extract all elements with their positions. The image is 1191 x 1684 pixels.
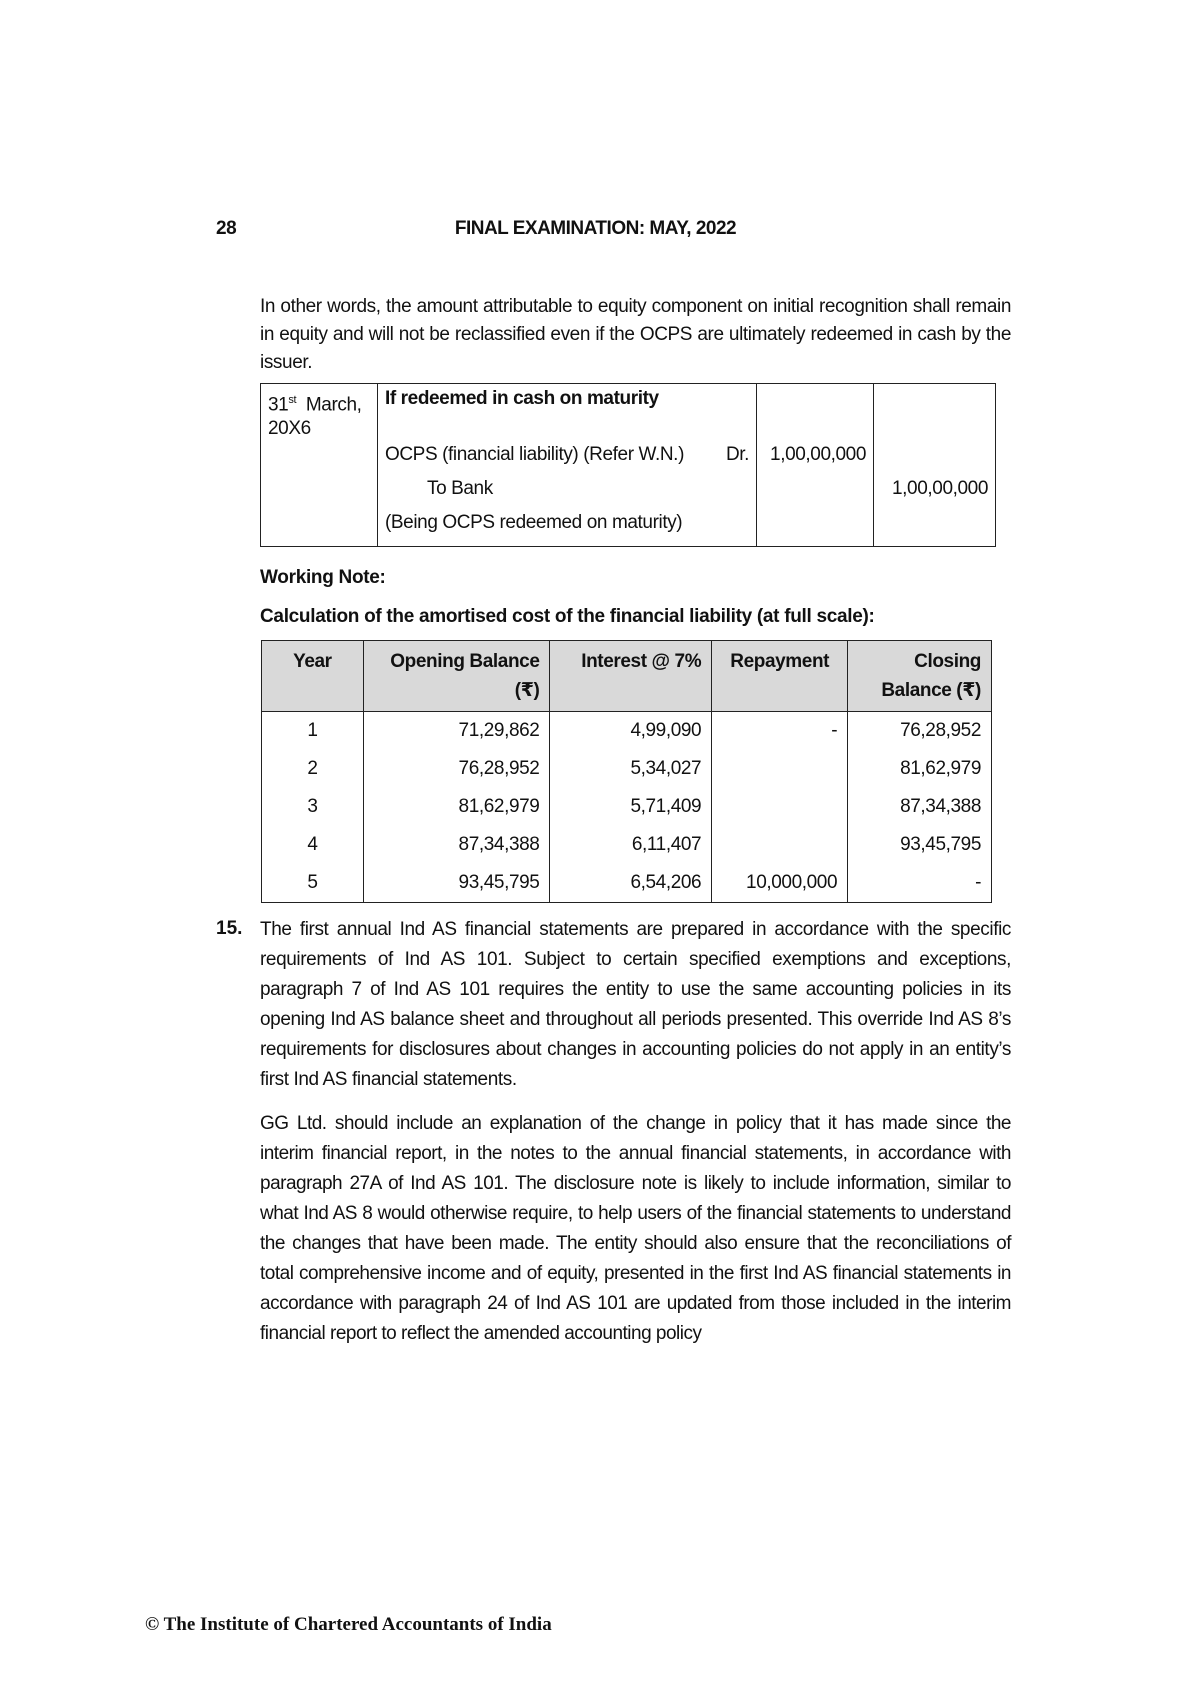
journal-debit-row [261,444,996,478]
journal-date-day: 31 [268,394,289,416]
journal-empty-cell [757,478,874,512]
journal-credit-row [261,478,996,512]
cell-opening: 76,28,952 [363,750,550,788]
journal-empty-cell [261,444,378,478]
col-header-opening: Opening Balance (₹) [363,641,550,712]
journal-entry-table [260,383,996,547]
journal-debit-amount: 1,00,00,000 [757,444,874,478]
journal-empty-cell [874,384,996,444]
cell-closing: 76,28,952 [848,712,992,751]
journal-empty-cell [757,384,874,444]
cell-closing: 81,62,979 [848,750,992,788]
journal-empty-cell [874,444,996,478]
col-header-closing: Closing Balance (₹) [848,641,992,712]
journal-empty-cell [261,478,378,512]
journal-date-sup: st [288,394,297,406]
cell-repayment [712,750,848,788]
cell-year: 4 [262,826,364,864]
journal-empty-cell [757,512,874,547]
intro-paragraph: In other words, the amount attributable to equity component on initial recognition shall remain in equity and will not be reclassified even if the OCPS are ultimately redeemed in cash by the issuer. [260,296,1011,373]
journal-narration-row [261,512,996,547]
cell-closing: 93,45,795 [848,826,992,864]
journal-heading-cell: If redeemed in cash on maturity [377,384,756,444]
cell-year: 2 [262,750,364,788]
cell-closing: - [848,864,992,903]
col-header-interest: Interest @ 7% [550,641,712,712]
journal-date-year: 20X6 [268,418,311,440]
col-header-year: Year [262,641,364,712]
cell-opening: 71,29,862 [363,712,550,751]
journal-credit-amount: 1,00,00,000 [874,478,996,512]
cell-interest: 6,11,407 [550,826,712,864]
journal-date-month: March, [305,394,362,416]
table-row [262,750,992,788]
question-number: 15. [216,918,243,939]
journal-dr-label: Dr. [725,443,750,465]
journal-credit-account: To Bank [377,478,756,512]
page-number: 28 [216,218,237,239]
cell-interest: 5,34,027 [550,750,712,788]
cell-closing: 87,34,388 [848,788,992,826]
cell-opening: 93,45,795 [363,864,550,903]
table-row [262,826,992,864]
question-15-paragraph-2: GG Ltd. should include an explanation of the change in policy that it has made since the interim financial report, in the notes to the annual financial statements, in accordance with paragraph 27A of Ind AS 101. The disclosure note is likely to include information, similar to what Ind AS 8 would otherwise require, to help users of the financial statements to understand the changes that have been made. The entity should also ensure that the reconciliations of total comprehensive income and of equity, presented in the first Ind AS financial statements in accordance with paragraph 24 of Ind AS 101 are updated from those included in the interim financial report to reflect the amended accounting policy [260,1113,1011,1344]
cell-year: 1 [262,712,364,751]
cell-repayment [712,826,848,864]
col-header-repayment: Repayment [712,641,848,712]
copyright-footer: © The Institute of Chartered Accountants of India [145,1614,552,1635]
cell-interest: 5,71,409 [550,788,712,826]
cell-repayment: 10,000,000 [712,864,848,903]
cell-opening: 81,62,979 [363,788,550,826]
cell-interest: 4,99,090 [550,712,712,751]
cell-repayment [712,788,848,826]
amortised-cost-table [261,640,992,903]
journal-narration: (Being OCPS redeemed on maturity) [377,512,756,547]
table-row [262,788,992,826]
journal-empty-cell [874,512,996,547]
cell-opening: 87,34,388 [363,826,550,864]
amortised-header-row [262,641,992,712]
table-row [262,864,992,903]
journal-debit-account: OCPS (financial liability) (Refer W.N.) [384,443,684,465]
cell-repayment: - [712,712,848,751]
working-note-title: Working Note: [260,567,386,588]
question-15-paragraph-1: The first annual Ind AS financial statements are prepared in accordance with the specific requirements of Ind AS 101. Subject to certain specified exemptions and exceptions, paragraph 7 of Ind AS 101 requires the entity to use the same accounting policies in its opening Ind AS balance sheet and throughout all periods presented. This override Ind AS 8’s requirements for disclosures about changes in accounting policies do not apply in an entity’s first Ind AS financial statements. [260,919,1011,1090]
journal-empty-cell [261,512,378,547]
running-title: FINAL EXAMINATION: MAY, 2022 [454,218,737,239]
calculation-title: Calculation of the amortised cost of the financial liability (at full scale): [260,606,875,627]
table-row [262,712,992,751]
journal-date-cell [261,384,378,444]
cell-year: 3 [262,788,364,826]
journal-debit-cell [377,444,756,478]
journal-heading-row [261,384,996,444]
cell-interest: 6,54,206 [550,864,712,903]
cell-year: 5 [262,864,364,903]
